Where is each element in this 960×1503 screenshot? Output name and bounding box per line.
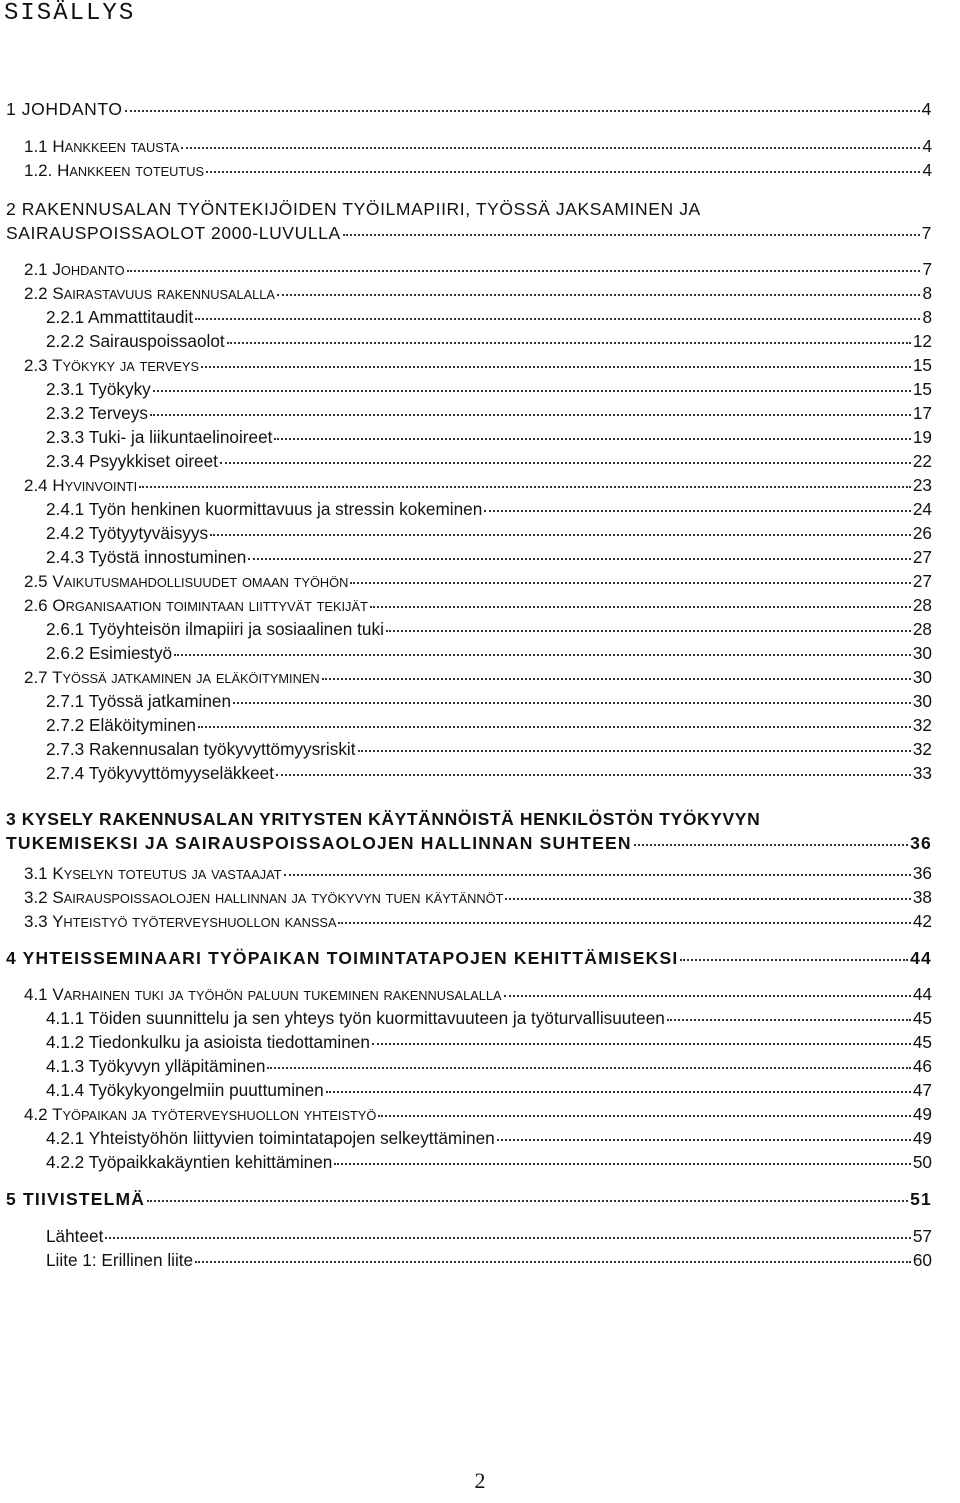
toc-entry[interactable] xyxy=(46,306,932,328)
toc-entry[interactable] xyxy=(46,1031,932,1053)
toc-page-number: 44 xyxy=(912,984,932,1004)
toc-page-number: 4 xyxy=(922,160,932,180)
dot-leader xyxy=(372,1043,911,1045)
toc-entry[interactable] xyxy=(24,1103,932,1127)
toc-page-number: 28 xyxy=(912,595,932,615)
toc-entry[interactable] xyxy=(24,135,932,159)
page-number: 2 xyxy=(474,1468,486,1493)
toc-entry-label: 4 YHTEISSEMINAARI TYÖPAIKAN TOIMINTATAPOJEN KEHITTÄMISEKSI xyxy=(6,948,679,968)
toc-page-number: 22 xyxy=(912,451,932,471)
dot-leader xyxy=(198,726,911,728)
toc-page-number: 23 xyxy=(912,475,932,495)
toc-page-number: 46 xyxy=(912,1056,932,1076)
dot-leader xyxy=(634,844,908,846)
toc-entry[interactable] xyxy=(46,618,932,640)
dot-leader xyxy=(195,1261,911,1263)
toc-entry-label: 2.1 JOHDANTO xyxy=(24,260,125,279)
dot-leader xyxy=(343,234,920,236)
toc-entry-label: Liite 1: Erillinen liite xyxy=(46,1250,194,1270)
toc-entry-label: Lähteet xyxy=(46,1226,104,1246)
toc-page-number: 42 xyxy=(912,911,932,931)
toc-page-number: 44 xyxy=(910,948,932,968)
toc-entry-label: 4.1 VARHAINEN TUKI JA TYÖHÖN PALUUN TUKEMINEN RAKENNUSALALLA xyxy=(24,985,502,1004)
dot-leader xyxy=(484,510,911,512)
toc-entry[interactable] xyxy=(6,1188,932,1210)
toc-entry-label: TUKEMISEKSI JA SAIRAUSPOISSAOLOJEN HALLINNAN SUHTEEN xyxy=(6,833,632,853)
dot-leader xyxy=(174,654,911,656)
dot-leader xyxy=(105,1237,911,1239)
toc-entry[interactable] xyxy=(6,98,932,120)
toc-entry-label: 2.4 HYVINVOINTI xyxy=(24,476,138,495)
toc-page-number: 36 xyxy=(912,863,932,883)
dot-leader xyxy=(274,438,910,440)
toc-page-number: 24 xyxy=(912,499,932,519)
toc-entry[interactable] xyxy=(24,354,932,378)
toc-entry[interactable] xyxy=(46,522,932,544)
dot-leader xyxy=(220,462,911,464)
toc-page-number: 8 xyxy=(922,307,932,327)
toc-entry[interactable] xyxy=(46,762,932,784)
toc-page-number: 57 xyxy=(912,1226,932,1246)
toc-entry[interactable] xyxy=(24,862,932,886)
toc-entry-label: 2.2.2 Sairauspoissaolot xyxy=(46,331,225,351)
toc-entry[interactable] xyxy=(24,282,932,306)
dot-leader xyxy=(504,995,911,997)
toc-entry[interactable] xyxy=(24,666,932,690)
toc-entry-label: 2.4.3 Työstä innostuminen xyxy=(46,547,247,567)
toc-page-number: 36 xyxy=(910,833,932,853)
toc-page-number: 7 xyxy=(921,223,932,243)
toc-page-number: 49 xyxy=(912,1104,932,1124)
toc-entry-label: 2.7.1 Työssä jatkaminen xyxy=(46,691,232,711)
toc-page-number: 32 xyxy=(912,715,932,735)
toc-entry[interactable] xyxy=(24,159,932,183)
dot-leader xyxy=(370,606,911,608)
dot-leader xyxy=(276,774,911,776)
toc-entry-label: 2.3.4 Psyykkiset oireet xyxy=(46,451,218,471)
toc-entry-label: 4.1.1 Töiden suunnittelu ja sen yhteys työn kuormittavuuteen ja työturvallisuuteen xyxy=(46,1008,665,1028)
toc-entry-label: 3.2 SAIRAUSPOISSAOLOJEN HALLINNAN JA TYÖKYVYN TUEN KÄYTÄNNÖT xyxy=(24,888,504,907)
toc-page-number: 19 xyxy=(912,427,932,447)
toc-entry[interactable] xyxy=(46,738,932,760)
toc-entry[interactable] xyxy=(46,714,932,736)
dot-leader xyxy=(378,1115,911,1117)
toc-entry-label: 2.6.2 Esimiestyö xyxy=(46,643,173,663)
toc-entry[interactable] xyxy=(46,1127,932,1149)
toc-entry-label: 1 JOHDANTO xyxy=(6,99,123,119)
toc-page-number: 12 xyxy=(912,331,932,351)
toc-entry-label: 2.3.2 Terveys xyxy=(46,403,148,423)
toc-entry-label: 2.7.2 Eläköityminen xyxy=(46,715,196,735)
toc-page-number: 28 xyxy=(912,619,932,639)
toc-page-number: 15 xyxy=(912,379,932,399)
toc-entry[interactable] xyxy=(6,832,932,854)
toc-entry-label: 1.1 HANKKEEN TAUSTA xyxy=(24,137,180,156)
toc-page-number: 8 xyxy=(922,283,932,303)
toc-heading-line: 3 KYSELY RAKENNUSALAN YRITYSTEN KÄYTÄNNÖISTÄ HENKILÖSTÖN TYÖKYVYN xyxy=(6,809,761,829)
toc-page-number: 30 xyxy=(912,643,932,663)
toc-entry[interactable] xyxy=(46,1225,932,1247)
toc-page-number: 45 xyxy=(912,1032,932,1052)
toc-entry[interactable] xyxy=(24,983,932,1007)
toc-entry[interactable] xyxy=(24,886,932,910)
toc-entry-label: 2.4.1 Työn henkinen kuormittavuus ja stressin kokeminen xyxy=(46,499,483,519)
dot-leader xyxy=(326,1091,911,1093)
dot-leader xyxy=(284,874,911,876)
toc-entry[interactable] xyxy=(46,426,932,448)
dot-leader xyxy=(334,1163,911,1165)
toc-page-number: 30 xyxy=(912,667,932,687)
toc-entry-label: 4.2.2 Työpaikkakäyntien kehittäminen xyxy=(46,1152,333,1172)
dot-leader xyxy=(277,294,920,296)
toc-page-number: 49 xyxy=(912,1128,932,1148)
toc-page-number: 60 xyxy=(912,1250,932,1270)
toc-entry[interactable] xyxy=(46,450,932,472)
dot-leader xyxy=(233,702,911,704)
dot-leader xyxy=(181,147,920,149)
toc-entry-label: 2.5 VAIKUTUSMAHDOLLISUUDET OMAAN TYÖHÖN xyxy=(24,572,349,591)
toc-entry-label: 2.4.2 Työtyytyväisyys xyxy=(46,523,209,543)
dot-leader xyxy=(505,898,910,900)
toc-heading-line: 2 RAKENNUSALAN TYÖNTEKIJÖIDEN TYÖILMAPIIRI, TYÖSSÄ JAKSAMINEN JA xyxy=(6,199,701,219)
dot-leader xyxy=(201,366,911,368)
toc-page-number: 4 xyxy=(921,99,932,119)
toc-entry-label: 2.7 TYÖSSÄ JATKAMINEN JA ELÄKÖITYMINEN xyxy=(24,668,320,687)
toc-entry-label: 2.2 SAIRASTAVUUS RAKENNUSALALLA xyxy=(24,284,275,303)
toc-page-number: 27 xyxy=(912,571,932,591)
toc-entry[interactable] xyxy=(6,222,932,244)
toc-entry[interactable] xyxy=(46,1055,932,1077)
dot-leader xyxy=(350,582,911,584)
toc-page-number: 45 xyxy=(912,1008,932,1028)
toc-entry[interactable] xyxy=(24,910,932,934)
toc-entry[interactable] xyxy=(24,570,932,594)
toc-entry-label: 4.1.2 Tiedonkulku ja asioista tiedottaminen xyxy=(46,1032,370,1052)
toc-page-number: 38 xyxy=(912,887,932,907)
toc-entry-label: 2.3.1 Työkyky xyxy=(46,379,151,399)
dot-leader xyxy=(210,534,911,536)
dot-leader xyxy=(227,342,911,344)
dot-leader xyxy=(497,1139,911,1141)
toc-page-number: 15 xyxy=(912,355,932,375)
dot-leader xyxy=(125,110,920,112)
dot-leader xyxy=(680,959,908,961)
toc-entry[interactable] xyxy=(46,402,932,424)
toc-page-number: 33 xyxy=(912,763,932,783)
dot-leader xyxy=(386,630,911,632)
toc-entry-label: 2.6.1 Työyhteisön ilmapiiri ja sosiaalinen tuki xyxy=(46,619,384,639)
dot-leader xyxy=(667,1019,911,1021)
toc-entry-label: 5 TIIVISTELMÄ xyxy=(6,1189,146,1209)
dot-leader xyxy=(139,486,911,488)
toc-entry[interactable] xyxy=(46,1151,932,1173)
toc-entry[interactable] xyxy=(46,498,932,520)
dot-leader xyxy=(206,171,920,173)
toc-page-number: 4 xyxy=(922,136,932,156)
dot-leader xyxy=(358,750,911,752)
dot-leader xyxy=(127,270,921,272)
toc-entry-label: SAIRAUSPOISSAOLOT 2000-LUVULLA xyxy=(6,223,341,243)
toc-entry[interactable] xyxy=(46,1007,932,1029)
dot-leader xyxy=(338,922,910,924)
page-title: SISÄLLYS xyxy=(4,0,136,27)
toc-entry[interactable] xyxy=(46,330,932,352)
toc-page-number: 17 xyxy=(912,403,932,423)
toc-page-number: 26 xyxy=(912,523,932,543)
toc-entry-label: 4.2 TYÖPAIKAN JA TYÖTERVEYSHUOLLON YHTEISTYÖ xyxy=(24,1105,377,1124)
toc-entry-label: 2.2.1 Ammattitaudit xyxy=(46,307,194,327)
toc-entry[interactable] xyxy=(46,642,932,664)
toc-entry-label: 4.1.3 Työkyvyn ylläpitäminen xyxy=(46,1056,266,1076)
toc-entry[interactable] xyxy=(24,258,932,282)
toc-entry[interactable] xyxy=(46,1249,932,1271)
dot-leader xyxy=(267,1067,910,1069)
toc-entry[interactable] xyxy=(24,474,932,498)
toc-entry-label: 4.1.4 Työkykyongelmiin puuttuminen xyxy=(46,1080,324,1100)
dot-leader xyxy=(150,414,911,416)
toc-page-number: 50 xyxy=(912,1152,932,1172)
toc-page-number: 32 xyxy=(912,739,932,759)
toc-entry-label: 2.7.3 Rakennusalan työkyvyttömyysriskit xyxy=(46,739,356,759)
toc-entry[interactable] xyxy=(6,947,932,969)
toc-entry-label: 2.6 ORGANISAATION TOIMINTAAN LIITTYVÄT TEKIJÄT xyxy=(24,596,368,615)
toc-page-number: 47 xyxy=(912,1080,932,1100)
toc-entry[interactable] xyxy=(46,378,932,400)
toc-page-number: 27 xyxy=(912,547,932,567)
dot-leader xyxy=(322,678,911,680)
toc-entry-label: 1.2. HANKKEEN TOTEUTUS xyxy=(24,161,205,180)
toc-page-number: 7 xyxy=(922,259,932,279)
dot-leader xyxy=(147,1200,908,1202)
toc-page-number: 30 xyxy=(912,691,932,711)
toc-page-number: 51 xyxy=(910,1189,932,1209)
toc-entry-label: 2.7.4 Työkyvyttömyyseläkkeet xyxy=(46,763,274,783)
dot-leader xyxy=(248,558,911,560)
toc-entry-label: 2.3.3 Tuki- ja liikuntaelinoireet xyxy=(46,427,273,447)
toc-entry-label: 4.2.1 Yhteistyöhön liittyvien toimintatapojen selkeyttäminen xyxy=(46,1128,495,1148)
toc-entry-label: 3.1 KYSELYN TOTEUTUS JA VASTAAJAT xyxy=(24,864,282,883)
toc-entry[interactable] xyxy=(24,594,932,618)
toc-entry-label: 3.3 YHTEISTYÖ TYÖTERVEYSHUOLLON KANSSA xyxy=(24,912,337,931)
dot-leader xyxy=(195,318,920,320)
toc-entry[interactable] xyxy=(46,546,932,568)
toc-entry[interactable] xyxy=(46,690,932,712)
dot-leader xyxy=(153,390,911,392)
toc-entry[interactable] xyxy=(46,1079,932,1101)
toc-entry-label: 2.3 TYÖKYKY JA TERVEYS xyxy=(24,356,200,375)
